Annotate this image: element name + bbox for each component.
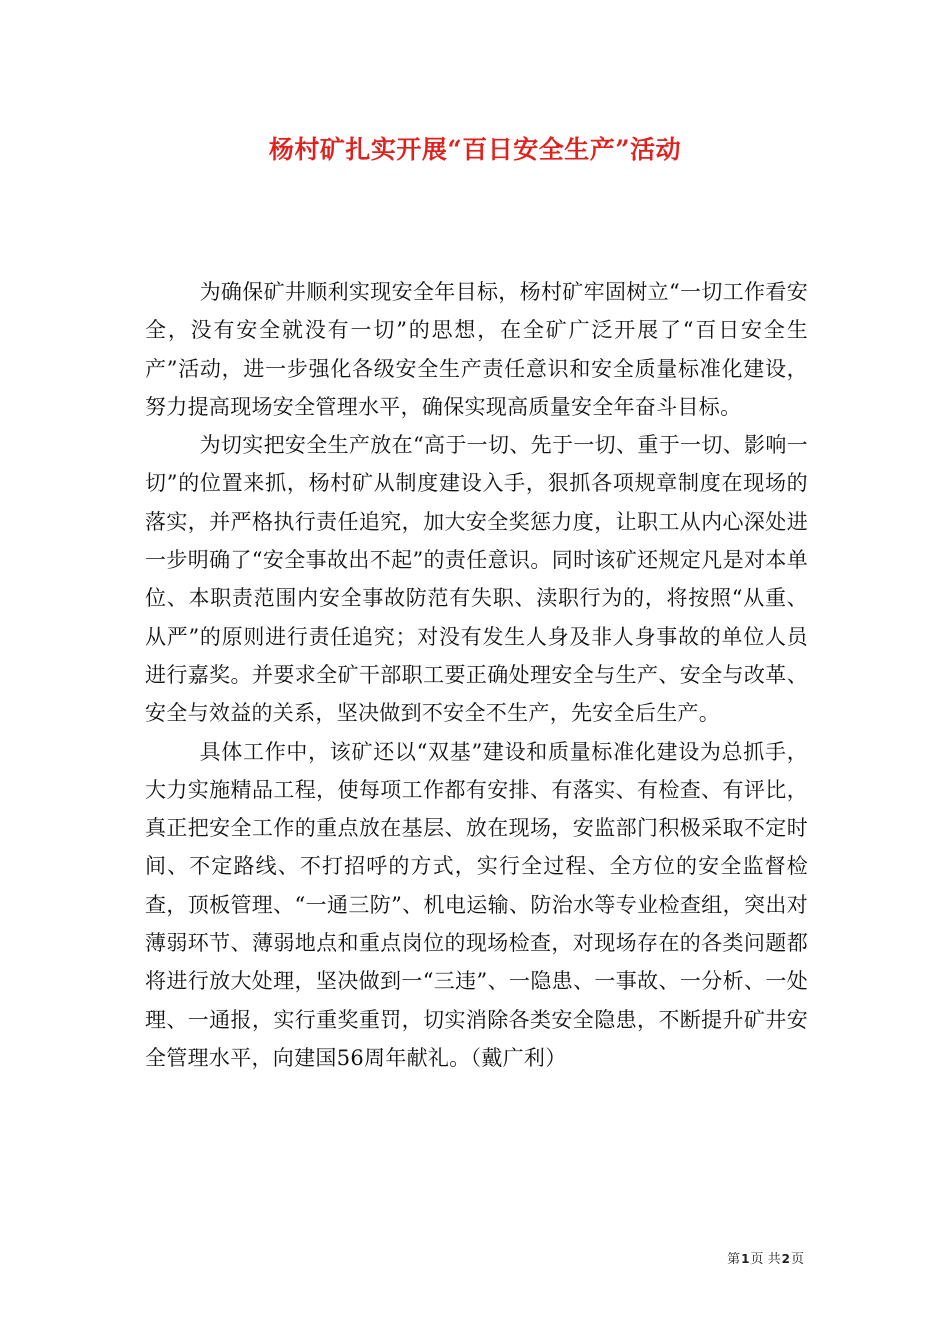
document-body [145, 273, 808, 1077]
document-title: 杨村矿扎实开展“百日安全生产”活动 [268, 135, 682, 164]
paragraph-3: 具体工作中，该矿还以“双基”建设和质量标准化建设为总抓手，大力实施精品工程，使每项工作都有安排、有落实、有检查、有评比，真正把安全工作的重点放在基层、放在现场，安监部门积极采取不定时间、不定路线、不打招呼的方式，实行全过程、全方位的安全监督检查，顶板管理、“一通三防”、机电运输、防治水等专业检查组，突出对薄弱环节、薄弱地点和重点岗位的现场检查，对现场存在的各类问题都将进行放大处理，坚决做到一“三违”、一隐患、一事故、一分析、一处理、一通报，实行重奖重罚，切实消除各类安全隐患，不断提升矿井安全管理水平，向建国56周年献礼。（戴广利） [145, 739, 808, 1070]
footer-middle: 页 共 [750, 1252, 781, 1267]
footer-total-pages: 2 [781, 1252, 790, 1266]
footer-page-number: 1 [741, 1252, 750, 1266]
page-footer [727, 1248, 804, 1267]
paragraph-2: 为切实把安全生产放在“高于一切、先于一切、重于一切、影响一切”的位置来抓，杨村矿从制度建设入手，狠抓各项规章制度在现场的落实，并严格执行责任追究，加大安全奖惩力度，让职工从内心深处进一步明确了“安全事故出不起”的责任意识。同时该矿还规定凡是对本单位、本职责范围内安全事故防范有失职、渎职行为的，将按照“从重、从严”的原则进行责任追究；对没有发生人身及非人身事故的单位人员进行嘉奖。并要求全矿干部职工要正确处理安全与生产、安全与改革、安全与效益的关系，坚决做到不安全不生产，先安全后生产。 [145, 433, 808, 726]
paragraph-1: 为确保矿井顺利实现安全年目标，杨村矿牢固树立“一切工作看安全，没有安全就没有一切”的思想，在全矿广泛开展了“百日安全生产”活动，进一步强化各级安全生产责任意识和安全质量标准化建设，努力提高现场安全管理水平，确保实现高质量安全年奋斗目标。 [145, 280, 808, 419]
footer-prefix: 第 [727, 1252, 741, 1267]
footer-suffix: 页 [790, 1252, 804, 1267]
